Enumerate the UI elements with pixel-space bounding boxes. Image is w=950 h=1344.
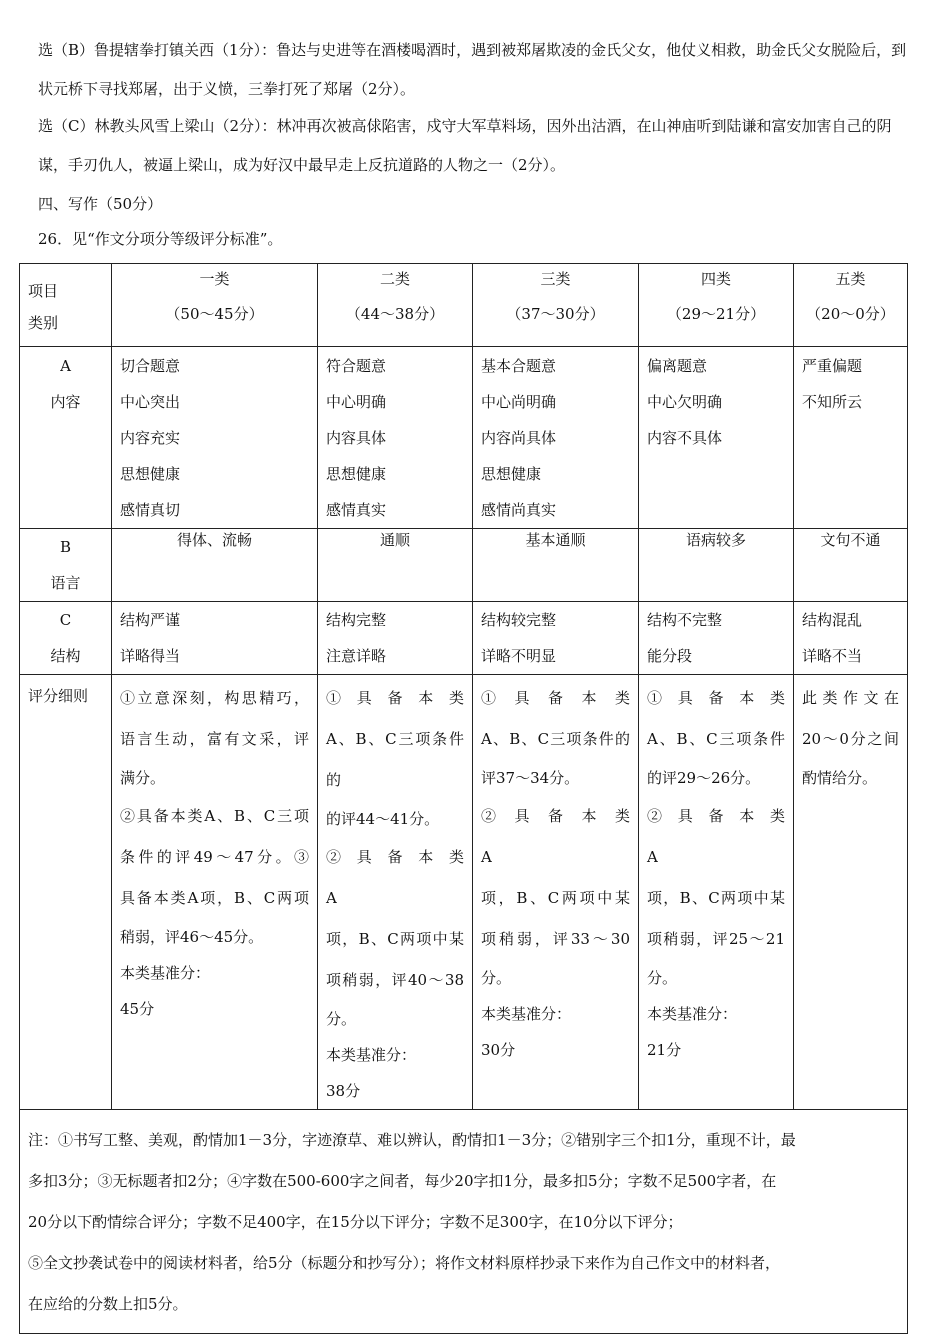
class-range: （50～45分）	[165, 305, 264, 323]
criterion: 结构不完整	[647, 611, 723, 629]
criterion: 内容具体	[326, 429, 387, 447]
criterion: 感情真实	[326, 501, 387, 519]
content-row	[20, 347, 908, 529]
criterion: 注意详略	[326, 647, 387, 665]
language-class-1: 得体、流畅	[112, 529, 318, 602]
detail-line: ② 具 备 本 类 A	[481, 807, 646, 866]
row-letter: C	[59, 611, 72, 629]
criterion: 感情尚真实	[481, 501, 557, 519]
content-class-4	[639, 347, 794, 529]
language-class-2: 通顺	[318, 529, 473, 602]
detail-line: 项稍弱，评40～38	[326, 971, 464, 989]
header-class-4	[639, 264, 794, 347]
criterion: 结构严谨	[120, 611, 181, 629]
class-range: （44～38分）	[345, 305, 445, 323]
note-line: 20分以下酌情综合评分；字数不足400字，在15分以下评分；字数不足300字，在10分以下评分；	[28, 1213, 683, 1231]
detail-line: 的评44～41分。	[326, 810, 440, 828]
content-class-3	[473, 347, 639, 529]
base-score-label: 本类基准分：	[481, 1005, 572, 1023]
language-row	[20, 529, 908, 602]
detail-line: 20～0分之间	[802, 730, 899, 748]
rubric-header-row	[20, 264, 908, 347]
criterion: 不知所云	[802, 393, 863, 411]
section-heading: 四、写作（50分）	[38, 195, 163, 213]
header-class-3	[473, 264, 639, 347]
criterion: 详略得当	[120, 647, 181, 665]
criterion: 中心突出	[120, 393, 181, 411]
criterion: 结构混乱	[802, 611, 863, 629]
base-score: 45分	[120, 1000, 155, 1018]
structure-class-1	[112, 602, 318, 675]
scoring-note	[20, 1110, 908, 1334]
detail-class-2	[318, 675, 480, 1110]
structure-row	[20, 602, 908, 675]
language-row-label	[20, 529, 112, 602]
criterion: 中心尚明确	[481, 393, 557, 411]
criterion: 偏离题意	[647, 357, 708, 375]
detail-line: ①立意深刻，构思精巧，	[120, 689, 309, 707]
detail-line: ① 具 备 本 类	[647, 689, 785, 707]
criterion: 思想健康	[481, 465, 542, 483]
structure-class-3	[473, 602, 639, 675]
criterion: 思想健康	[326, 465, 387, 483]
base-score: 38分	[326, 1082, 361, 1100]
header-class-1	[112, 264, 318, 347]
criterion: 中心明确	[326, 393, 387, 411]
criterion: 中心欠明确	[647, 393, 723, 411]
class-name: 一类	[199, 270, 230, 288]
criterion: 内容充实	[120, 429, 181, 447]
header-class-5	[794, 264, 908, 347]
detail-line: 项稍弱，评25～21	[647, 930, 785, 948]
criterion: 切合题意	[120, 357, 181, 375]
detail-row	[20, 675, 908, 1110]
base-score: 21分	[647, 1041, 682, 1059]
detail-line: 稍弱，评46～45分。	[120, 928, 264, 946]
note-row	[20, 1110, 908, 1334]
criterion: 详略不明显	[481, 647, 557, 665]
corner-category: 类别	[28, 314, 59, 332]
class-name: 三类	[540, 270, 571, 288]
detail-line: 分。	[481, 969, 512, 987]
criterion: 结构完整	[326, 611, 387, 629]
content-row-label	[20, 347, 112, 529]
structure-class-2	[318, 602, 473, 675]
detail-class-1	[112, 675, 318, 1110]
structure-class-5	[794, 602, 908, 675]
detail-line: 项，B、C两项中某	[481, 889, 630, 907]
row-letter: B	[59, 538, 72, 556]
criterion: 能分段	[647, 647, 693, 665]
row-title: 评分细则	[28, 687, 89, 705]
criterion: 严重偏题	[802, 357, 863, 375]
content-class-2	[318, 347, 473, 529]
class-name: 五类	[835, 270, 866, 288]
detail-line: ② 具 备 本 类 A	[647, 807, 801, 866]
answer-b-paragraph: 选（B）鲁提辖拳打镇关西（1分）：鲁达与史进等在酒楼喝酒时，遇到被郑屠欺凌的金氏父女，他仗义相救，助金氏父女脱险后，到状元桥下寻找郑屠，出于义愤，三拳打死了郑屠（2分）。	[38, 41, 907, 98]
base-score-label: 本类基准分：	[326, 1046, 417, 1064]
essay-rubric-table	[19, 263, 908, 1334]
class-range: （37～30分）	[506, 305, 605, 323]
criterion: 思想健康	[120, 465, 181, 483]
detail-line: ① 具 备 本 类	[326, 689, 464, 707]
language-class-4: 语病较多	[639, 529, 794, 602]
base-score-label: 本类基准分：	[120, 964, 211, 982]
structure-row-label	[20, 602, 112, 675]
class-range: （29～21分）	[666, 305, 766, 323]
detail-row-label	[20, 675, 112, 1110]
criterion: 内容尚具体	[481, 429, 557, 447]
detail-line: ②具备本类A、B、C三项	[120, 807, 309, 825]
criterion: 基本合题意	[481, 357, 557, 375]
class-range: （20～0分）	[806, 305, 895, 323]
criterion: 感情真切	[120, 501, 181, 519]
detail-line: 此类作文在	[802, 689, 899, 707]
class-name: 四类	[700, 270, 731, 288]
row-title: 结构	[50, 647, 81, 665]
detail-line: 项，B、C两项中某	[647, 889, 785, 907]
detail-line: 条件的评49～47分。③	[120, 848, 309, 866]
detail-line: 项，B、C两项中某	[326, 930, 464, 948]
note-line: 多扣3分；③无标题者扣2分；④字数在500-600字之间者，每少20字扣1分，最多扣5分；字数不足500字者，在	[28, 1172, 777, 1190]
detail-line: 分。	[326, 1010, 357, 1028]
row-title: 内容	[50, 393, 81, 411]
language-class-5: 文句不通	[794, 529, 908, 602]
row-letter: A	[60, 357, 71, 375]
detail-class-4	[639, 675, 801, 1110]
criterion: 符合题意	[326, 357, 387, 375]
note-line: 注：①书写工整、美观，酌情加1－3分，字迹潦草、难以辨认，酌情扣1－3分；②错别字三个扣1分，重现不计，最	[28, 1131, 796, 1149]
detail-line: 满分。	[120, 769, 166, 787]
structure-class-4	[639, 602, 794, 675]
rubric-corner-cell	[20, 264, 112, 347]
detail-class-5	[794, 675, 908, 1110]
criterion: 内容不具体	[647, 429, 723, 447]
detail-line: 的评29～26分。	[647, 769, 761, 787]
detail-class-3	[473, 675, 646, 1110]
note-line: 在应给的分数上扣5分。	[28, 1295, 188, 1313]
corner-project: 项目	[28, 282, 59, 300]
criterion: 详略不当	[802, 647, 863, 665]
detail-line: 项稍弱，评33～30	[481, 930, 630, 948]
detail-line: ② 具 备 本 类 A	[326, 848, 480, 907]
detail-line: A、B、C三项条件	[647, 730, 785, 748]
detail-line: 具备本类A项，B、C两项	[120, 889, 309, 907]
criterion: 结构较完整	[481, 611, 557, 629]
content-class-5	[794, 347, 908, 529]
detail-line: 评37～34分。	[481, 769, 580, 787]
base-score: 30分	[481, 1041, 516, 1059]
row-title: 语言	[50, 574, 81, 592]
header-class-2	[318, 264, 473, 347]
detail-line: A、B、C三项条件的	[481, 730, 630, 748]
detail-line: ① 具 备 本 类	[481, 689, 630, 707]
answer-c-paragraph: 选（C）林教头风雪上梁山（2分）：林冲再次被高俅陷害，戍守大军草料场，因外出沽酒，在山神庙听到陆谦和富安加害自己的阴谋，手刃仇人，被逼上梁山，成为好汉中最早走上反抗道路的人物之一（2分）。	[38, 117, 892, 174]
detail-line: A、B、C三项条件的	[326, 730, 464, 789]
detail-line: 分。	[647, 969, 678, 987]
base-score-label: 本类基准分：	[647, 1005, 738, 1023]
question-26: 26．见“作文分项分等级评分标准”。	[38, 230, 283, 248]
language-class-3: 基本通顺	[473, 529, 639, 602]
class-name: 二类	[379, 270, 410, 288]
content-class-1	[112, 347, 318, 529]
note-line: ⑤全文抄袭试卷中的阅读材料者，给5分（标题分和抄写分）；将作文材料原样抄录下来作为自己作文中的材料者，	[28, 1254, 781, 1272]
detail-line: 语言生动，富有文采，评	[120, 730, 309, 748]
detail-line: 酌情给分。	[802, 769, 878, 787]
